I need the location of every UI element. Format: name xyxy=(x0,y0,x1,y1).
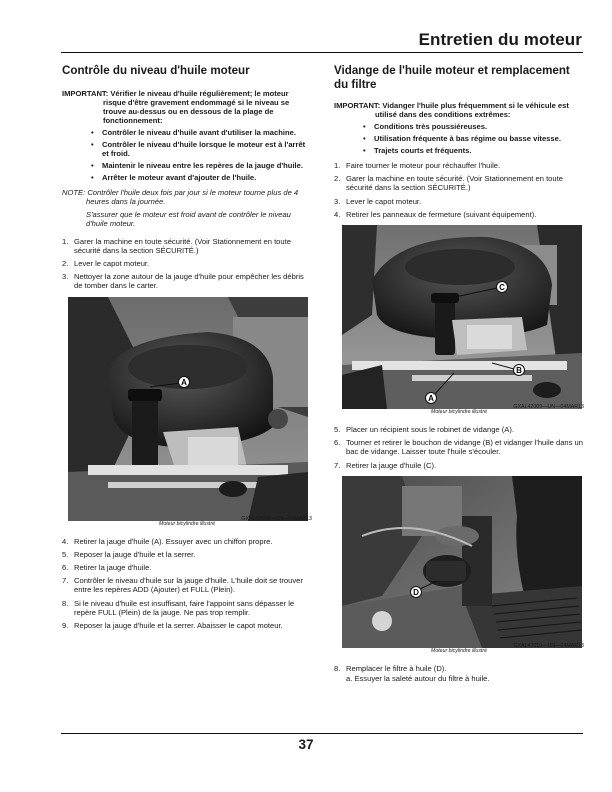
step-number: 6. xyxy=(334,438,341,448)
steps-list xyxy=(62,537,312,631)
step-item xyxy=(334,664,584,683)
step-item xyxy=(334,438,584,456)
step-item xyxy=(62,576,312,594)
step-text: Retirer la jauge d'huile. xyxy=(74,563,152,573)
step-item xyxy=(62,550,312,559)
step-text: Nettoyer la zone autour de la jauge d'huile pour empêcher les débris de tomber dans le carter. xyxy=(74,272,304,291)
callout-label: A xyxy=(181,377,187,387)
note-block xyxy=(62,188,312,229)
step-item xyxy=(334,161,584,170)
steps-list xyxy=(334,425,584,470)
step-text: Reposer la jauge d'huile et la serrer. Abaisser le capot moteur. xyxy=(74,621,283,631)
figure-caption: Moteur bicylindre illustré xyxy=(431,647,487,654)
step-item xyxy=(62,563,312,572)
figure-ref: GXAL42010—UN—04MAR13 xyxy=(513,642,584,649)
step-item xyxy=(62,272,312,290)
step-text: Lever le capot moteur. xyxy=(74,259,150,269)
step-number: 6. xyxy=(62,563,69,573)
step-text: Reposer la jauge d'huile et la serrer. xyxy=(74,549,196,559)
note-text-2: S'assurer que le moteur est froid avant de contrôler le niveau d'huile moteur. xyxy=(86,210,291,229)
steps-list xyxy=(334,664,584,683)
page-number: 37 xyxy=(298,737,314,752)
step-number: 8. xyxy=(334,663,341,673)
callout-label: D xyxy=(413,587,419,597)
step-text: Tourner et retirer le bouchon de vidange (B) et vidanger l'huile dans un bac de vidange. Laisser toute l'huile s'écouler. xyxy=(346,438,583,457)
substep-text: a. Essuyer la saleté autour du filtre à huile. xyxy=(346,674,490,684)
step-text: Contrôler le niveau d'huile sur la jauge d'huile. L'huile doit se trouver entre les repères ADD (Ajouter) et FULL (Plein). xyxy=(74,576,303,595)
bullet-item: • Conditions très poussiéreuses. xyxy=(374,122,584,131)
figure-ref: GXAL42009—UN—04MAR13 xyxy=(513,404,584,411)
figure-caption-row xyxy=(62,515,312,530)
bullet-item: • Utilisation fréquente à bas régime ou basse vitesse. xyxy=(374,134,584,143)
steps-list xyxy=(334,161,584,219)
callout-label: C xyxy=(499,282,505,292)
step-item xyxy=(334,425,584,434)
figure-caption: Moteur bicylindre illustré xyxy=(159,520,215,527)
step-number: 5. xyxy=(334,425,341,435)
step-item xyxy=(62,621,312,630)
step-number: 7. xyxy=(334,460,341,470)
step-text: Placer un récipient sous le robinet de vidange (A). xyxy=(346,425,515,435)
engine-illustration xyxy=(342,476,582,648)
important-notice xyxy=(334,101,584,119)
step-number: 1. xyxy=(62,236,69,246)
engine-photo-drain xyxy=(342,225,582,409)
left-column xyxy=(62,64,312,635)
step-item xyxy=(62,537,312,546)
figure-caption-row xyxy=(334,404,584,418)
step-number: 5. xyxy=(62,549,69,559)
important-text: IMPORTANT: Vidanger l'huile plus fréquemment si le véhicule est utilisé dans des conditions extrêmes: xyxy=(334,101,569,120)
engine-photo-dipstick xyxy=(68,297,308,521)
step-text: Faire tourner le moteur pour réchauffer l'huile. xyxy=(346,161,501,171)
section-heading-oil-check: Contrôle du niveau d'huile moteur xyxy=(62,64,250,77)
step-text: Retirer la jauge d'huile (A). Essuyer avec un chiffon propre. xyxy=(74,536,273,546)
bullet-item: • Arrêter le moteur avant d'ajouter de l'huile. xyxy=(102,173,312,182)
bullet-item: • Trajets courts et fréquents. xyxy=(374,146,584,155)
step-number: 2. xyxy=(334,174,341,184)
step-text: Retirer la jauge d'huile (C). xyxy=(346,460,437,470)
important-notice xyxy=(62,89,312,126)
step-number: 3. xyxy=(62,272,69,282)
step-number: 4. xyxy=(62,536,69,546)
step-item xyxy=(334,174,584,192)
step-text: Remplacer le filtre à huile (D). xyxy=(346,663,447,673)
figure-caption: Moteur bicylindre illustré xyxy=(431,409,487,416)
step-item xyxy=(334,461,584,470)
step-item xyxy=(334,210,584,219)
step-text: Lever le capot moteur. xyxy=(346,196,422,206)
figure-ref: GXAL42008—UN—04MAR13 xyxy=(241,515,312,522)
step-number: 2. xyxy=(62,259,69,269)
bullet-item: • Contrôler le niveau d'huile avant d'utiliser la machine. xyxy=(102,128,312,137)
step-item xyxy=(334,197,584,206)
bullet-list xyxy=(334,122,584,155)
step-text: Retirer les panneaux de fermeture (suivant équipement). xyxy=(346,209,537,219)
bullet-item: • Maintenir le niveau entre les repères de la jauge d'huile. xyxy=(102,161,312,170)
engine-illustration xyxy=(68,297,308,521)
step-text: Si le niveau d'huile est insuffisant, faire l'appoint sans dépasser le repère FULL (Plein) de la jauge. Ne pas trop remplir. xyxy=(74,598,295,617)
step-item xyxy=(62,259,312,268)
step-number: 9. xyxy=(62,621,69,631)
steps-list xyxy=(62,237,312,291)
top-rule xyxy=(61,52,583,53)
note-text: NOTE: Contrôler l'huile deux fois par jour si le moteur tourne plus de 4 heures dans la journée. xyxy=(62,187,299,207)
callout-label: B xyxy=(516,365,522,375)
step-text: Garer la machine en toute sécurité. (Voir Stationnement en toute sécurité dans la section SÉCURITÉ.) xyxy=(346,174,563,193)
engine-illustration xyxy=(342,225,582,409)
step-number: 7. xyxy=(62,576,69,586)
bullet-item: • Contrôler le niveau d'huile lorsque le moteur est à l'arrêt et froid. xyxy=(102,140,312,158)
step-item xyxy=(62,599,312,617)
step-number: 3. xyxy=(334,196,341,206)
page-title: Entretien du moteur xyxy=(418,30,582,49)
step-number: 1. xyxy=(334,161,341,171)
figure-caption-row xyxy=(334,642,584,657)
step-item xyxy=(62,237,312,255)
right-column xyxy=(334,64,584,688)
step-number: 4. xyxy=(334,209,341,219)
bottom-rule xyxy=(61,733,583,734)
step-text: Garer la machine en toute sécurité. (Voir Stationnement en toute sécurité dans la section SÉCURITÉ.) xyxy=(74,236,291,255)
callout-label: A xyxy=(428,393,434,403)
step-number: 8. xyxy=(62,598,69,608)
important-text: IMPORTANT: Vérifier le niveau d'huile régulièrement; le moteur risque d'être gravement endommagé si le niveau se trouve au-dessus ou en dessous de la plage de fonctionnement: xyxy=(62,88,290,126)
bullet-list xyxy=(62,128,312,182)
engine-photo-filter xyxy=(342,476,582,648)
section-heading-oil-change: Vidange de l'huile moteur et remplacement du filtre xyxy=(334,64,570,91)
